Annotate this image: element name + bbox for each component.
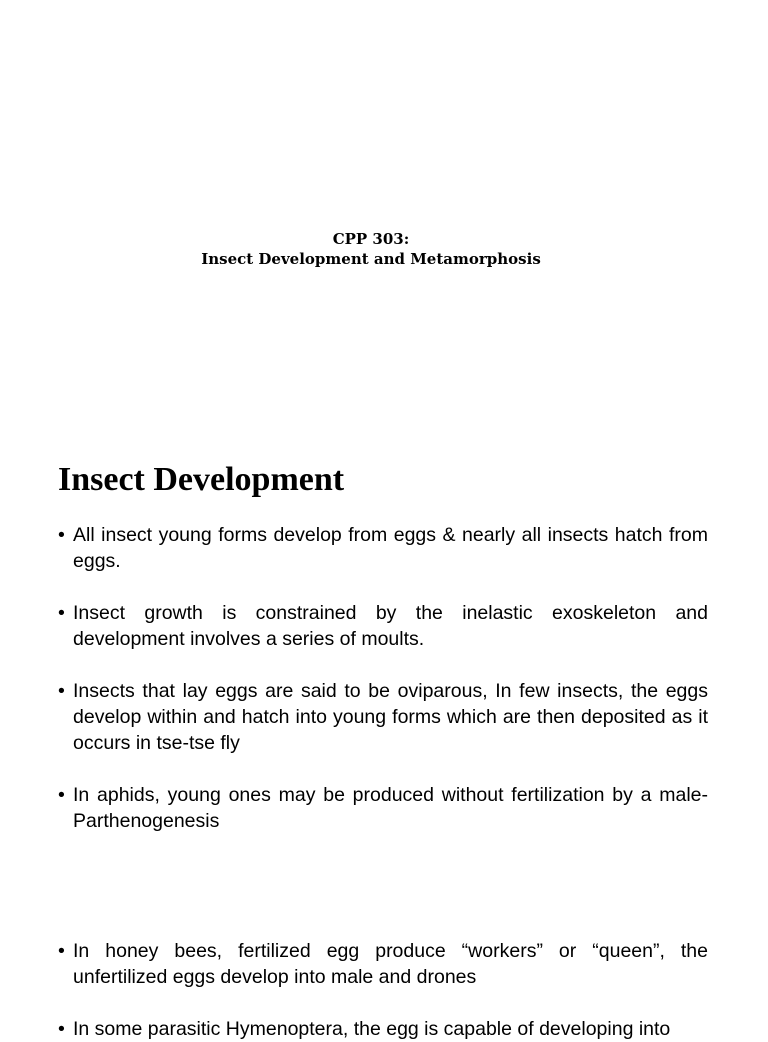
bullet-dot-icon: • bbox=[58, 524, 65, 546]
bullet-text: All insect young forms develop from eggs & nearly all insects hatch from eggs. bbox=[73, 524, 708, 572]
bullet-text: Insects that lay eggs are said to be oviparous, In few insects, the eggs develop within and hatch into young forms which are then deposited as it occurs in tse-tse fly bbox=[73, 680, 708, 754]
bullet-dot-icon: • bbox=[58, 680, 65, 702]
bullet-text: In aphids, young ones may be produced without fertilization by a male-Parthenogenesis bbox=[73, 784, 708, 832]
course-code: CPP 303: bbox=[332, 230, 410, 248]
section-heading: Insect Development bbox=[58, 461, 345, 498]
bullet-dot-icon: • bbox=[58, 1018, 65, 1040]
bullet-text: In honey bees, fertilized egg produce “workers” or “queen”, the unfertilized eggs develop into male and drones bbox=[73, 940, 708, 988]
bullet-item bbox=[58, 782, 708, 834]
bullet-item bbox=[58, 1016, 708, 1042]
bullet-dot-icon: • bbox=[58, 602, 65, 624]
bullet-item bbox=[58, 678, 708, 756]
bullet-dot-icon: • bbox=[58, 784, 65, 806]
bullet-item bbox=[58, 600, 708, 652]
bullet-item bbox=[58, 938, 708, 990]
bullet-text: Insect growth is constrained by the inelastic exoskeleton and development involves a series of moults. bbox=[73, 602, 708, 650]
course-title: Insect Development and Metamorphosis bbox=[201, 250, 541, 268]
bullet-dot-icon: • bbox=[58, 940, 65, 962]
bullet-text: In some parasitic Hymenoptera, the egg is capable of developing into bbox=[73, 1018, 671, 1040]
bullet-item bbox=[58, 522, 708, 574]
course-title-block bbox=[0, 229, 742, 269]
